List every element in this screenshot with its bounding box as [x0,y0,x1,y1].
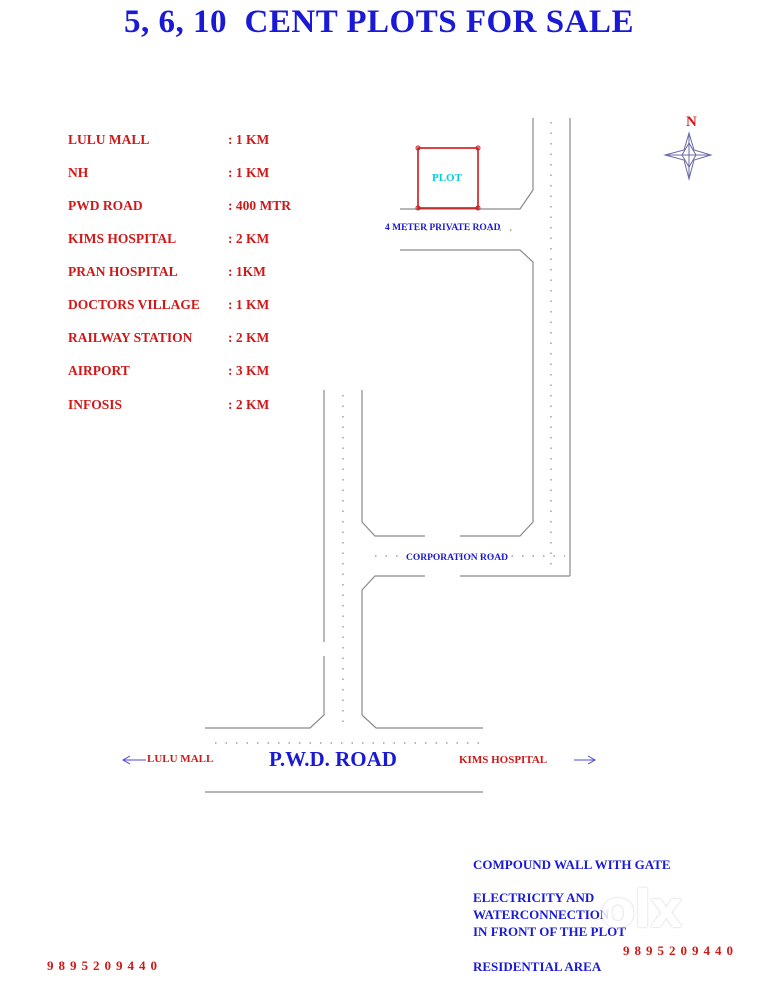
distance-name: LULU MALL [68,132,150,147]
distance-name: RAILWAY STATION [68,330,193,345]
plot-label: PLOT [432,172,462,184]
road-edge [400,250,533,536]
distance-value: : 1 KM [228,165,270,180]
distance-value: : 1KM [228,264,266,279]
distance-value: : 1 KM [228,132,270,147]
road-edge [362,576,483,728]
feature-line: ELECTRICITY AND [473,890,595,905]
distance-value: : 2 KM [228,330,270,345]
phone-number-left: 9895209440 [47,958,162,973]
road-edge [205,656,324,728]
phone-number-right: 9895209440 [623,943,738,958]
road-edge [400,190,533,209]
feature-line: IN FRONT OF THE PLOT [473,924,626,939]
distance-name: AIRPORT [68,363,130,378]
distance-value: : 2 KM [228,231,270,246]
left-destination-label: LULU MALL [147,753,214,765]
compass-icon [665,133,711,179]
distance-name: PRAN HOSPITAL [68,264,178,279]
residential-area-label: RESIDENTIAL AREA [473,959,602,974]
distance-value: : 3 KM [228,363,270,378]
corporation-road-label: CORPORATION ROAD [406,553,508,563]
distance-name: NH [68,165,89,180]
right-destination-label: KIMS HOSPITAL [459,754,548,766]
arrow-left-icon [123,756,146,764]
distance-name: DOCTORS VILLAGE [68,297,200,312]
north-label: N [686,114,697,130]
pwd-road-label: P.W.D. ROAD [269,747,397,771]
distance-value: : 400 MTR [228,198,291,213]
distance-name: INFOSIS [68,397,123,412]
distance-value: : 1 KM [228,297,270,312]
feature-line: COMPOUND WALL WITH GATE [473,857,671,872]
page-title: 5, 6, 10 CENT PLOTS FOR SALE [124,4,634,40]
distance-name: PWD ROAD [68,198,143,213]
distance-name: KIMS HOSPITAL [68,231,177,246]
private-road-label: 4 METER PRIVATE ROAD [385,223,501,233]
feature-line: WATERCONNECTION [473,907,610,922]
watermark-logo: olx [600,880,682,940]
road-edge [362,390,425,536]
arrow-right-icon [574,756,595,764]
distance-value: : 2 KM [228,397,270,412]
